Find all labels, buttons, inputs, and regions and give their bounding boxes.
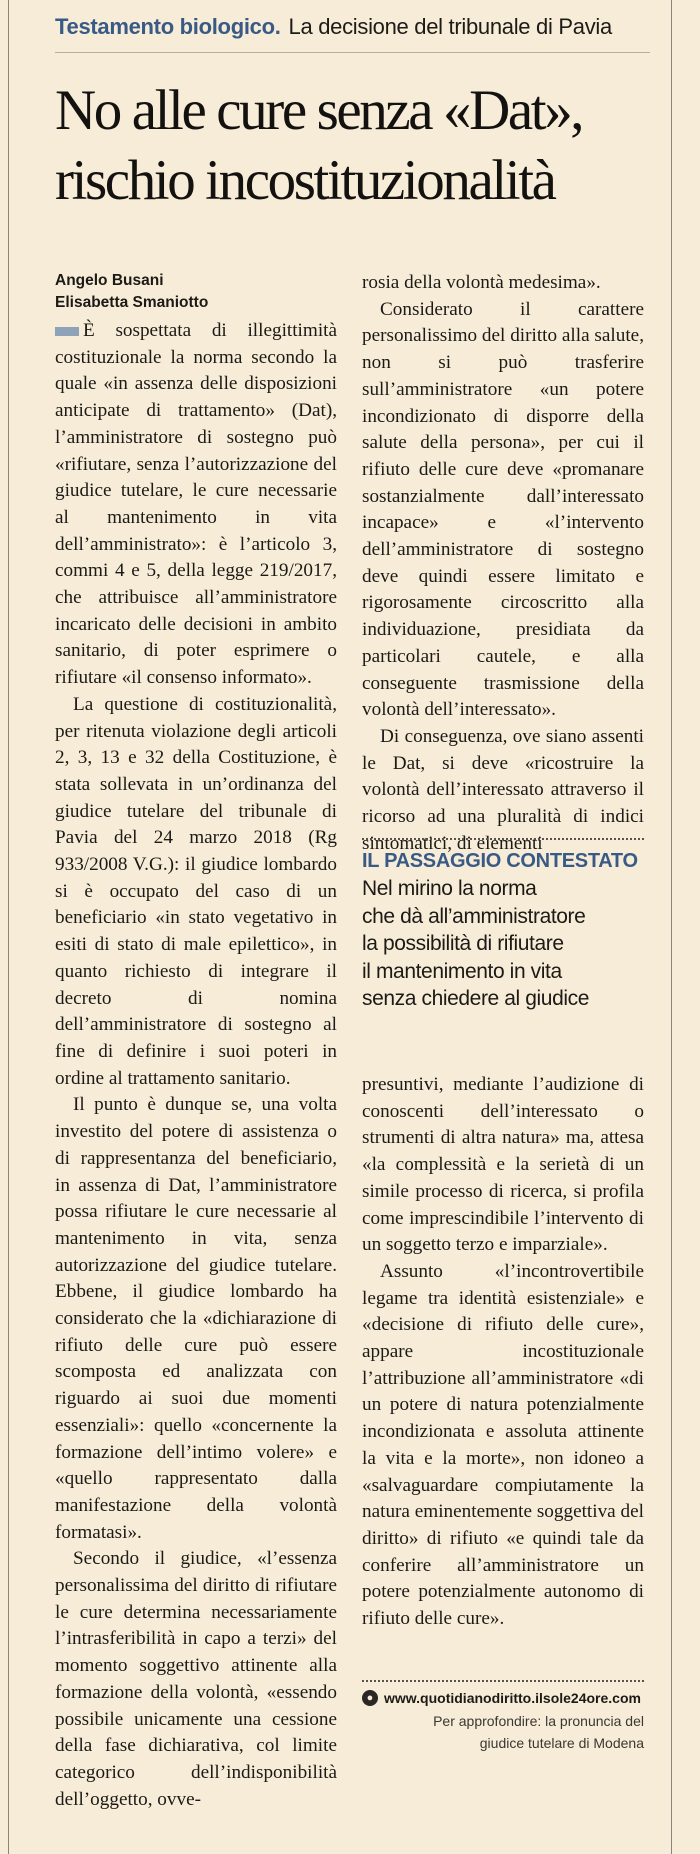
paragraph: Secondo il giudice, «l’essenza personalissima del diritto di rifiutare le cure determina necessariamente l’intrasferibilità in capo a terzi» del momento soggettivo attinente alla formazione della volontà, «essendo possibile unicamente una cessione della fase dichiarativa, col limite categorico dell’indisponibilità dell’oggetto, ovve- xyxy=(55,1548,337,1810)
pull-quote-line: Nel mirino la norma xyxy=(362,877,537,900)
kicker xyxy=(55,14,650,40)
kicker-divider xyxy=(55,52,650,53)
paragraph xyxy=(55,318,337,692)
kicker-rest: La decisione del tribunale di Pavia xyxy=(288,14,612,39)
kicker-lead: Testamento biologico. xyxy=(55,14,281,39)
paragraph: Assunto «l’incontrovertibile legame tra identità esistenziale» e «decisione di rifiuto delle cure», appare incostituzionale l’attribuzione all’amministratore «di un potere di natura potenzialmente incondizionata e assoluta attinente la vita e la morte», non idoneo a «salvaguardare compiutamente la natura eminentemente soggettiva del diritto» di rifiuto «e quindi tale da conferire all’amministratore un potere potenzialmente autonomo di rifiuto delle cure». xyxy=(362,1260,644,1630)
headline-line-2: rischio incostituzionalità xyxy=(55,149,555,212)
article-column-right-top xyxy=(362,270,644,857)
web-note-line-2: giudice tutelare di Modena xyxy=(479,1735,644,1751)
author-2: Elisabetta Smaniotto xyxy=(55,294,209,311)
paragraph: presuntivi, mediante l’audizione di conoscenti dell’interessato o strumenti di altra natura» ma, attesa «la complessità e la serietà di un simile processo di ricerca, si profila come imprescindibile l’intervento di un soggetto terzo e imparziale». xyxy=(362,1074,644,1256)
article-column-left xyxy=(55,270,337,1813)
author-1: Angelo Busani xyxy=(55,272,164,289)
web-note xyxy=(362,1710,644,1754)
section-marker-icon xyxy=(55,327,79,336)
article-column-right-bottom xyxy=(362,1072,644,1633)
headline xyxy=(55,76,655,216)
web-note-line-1: Per approfondire: la pronuncia del xyxy=(433,1713,644,1729)
pull-quote-title: IL PASSAGGIO CONTESTATO xyxy=(362,850,638,872)
byline xyxy=(55,270,337,314)
pull-quote-line: senza chiedere al giudice xyxy=(362,987,589,1010)
paragraph: Il punto è dunque se, una volta investito del potere di assistenza o di rappresentanza del beneficiario, in assenza di Dat, l’amministratore possa rifiutare le cure necessarie al mantenimento in vita, senza autorizzazione del giudice tutelare. Ebbene, il giudice lombardo ha considerato che la «dichiarazione di rifiuto delle cure può essere scomposta ed analizzata con riguardo ai suoi due momenti essenziali»: quello «concernente la formazione dell’intimo volere» e «quello rappresentato dalla manifestazione della volontà formatasi». xyxy=(55,1094,337,1543)
web-reference xyxy=(362,1680,644,1754)
globe-icon: ● xyxy=(362,1690,378,1706)
web-url[interactable]: www.quotidianodiritto.ilsole24ore.com xyxy=(384,1690,641,1706)
pull-quote-line: il mantenimento in vita xyxy=(362,959,562,983)
pull-quote-line: che dà all’amministratore xyxy=(362,904,586,928)
pull-quote-box xyxy=(362,838,644,1013)
paragraph: La questione di costituzionalità, per ritenuta violazione degli articoli 2, 3, 13 e 32 della Costituzione, è stata sollevata in un’ordinanza del giudice tutelare del tribunale di Pavia del 24 marzo 2018 (Rg 933/2008 V.G.): il giudice lombardo si è occupato del caso di un beneficiario «in stato vegetativo in esiti di stato di male epilettico», in quanto richiesto di integrare il decreto di nomina dell’amministratore di sostegno al fine di definire i suoi poteri in ordine al trattamento sanitario. xyxy=(55,693,337,1089)
paragraph: Considerato il carattere personalissimo del diritto alla salute, non si può trasferire sull’amministratore «un potere incondizionato di disporre della salute della persona», per cui il rifiuto delle cure deve «promanare sostanzialmente dall’interessato incapace» e «l’intervento dell’amministratore di sostegno deve quindi essere limitato e rigorosamente circoscritto alla individuazione, presidiata da particolari cautele, e alla conseguente trasmissione della volontà dell’interessato». xyxy=(362,298,644,721)
paragraph: Di conseguenza, ove siano assenti le Dat, si deve «ricostruire la volontà dell’interessato attraverso il ricorso ad una pluralità di indici sintomatici, di elementi xyxy=(362,725,644,854)
paragraph: rosia della volontà medesima». xyxy=(362,272,601,293)
pull-quote-line: la possibilità di rifiutare xyxy=(362,932,564,955)
paragraph-text: È sospettata di illegittimità costituzionale la norma secondo la quale «in assenza delle disposizioni anticipate di trattamento» (Dat), l’amministratore di sostegno può «rifiutare, senza l’autorizzazione del giudice tutelare, le cure necessarie al mantenimento in vita dell’amministrato»: è l’articolo 3, commi 4 e 5, della legge 219/2017, che attribuisce all’amministratore incaricato delle decisioni in ambito sanitario, di poter esprimere o rifiutare «il consenso informato». xyxy=(55,320,337,689)
headline-line-1: No alle cure senza «Dat», xyxy=(55,79,583,142)
